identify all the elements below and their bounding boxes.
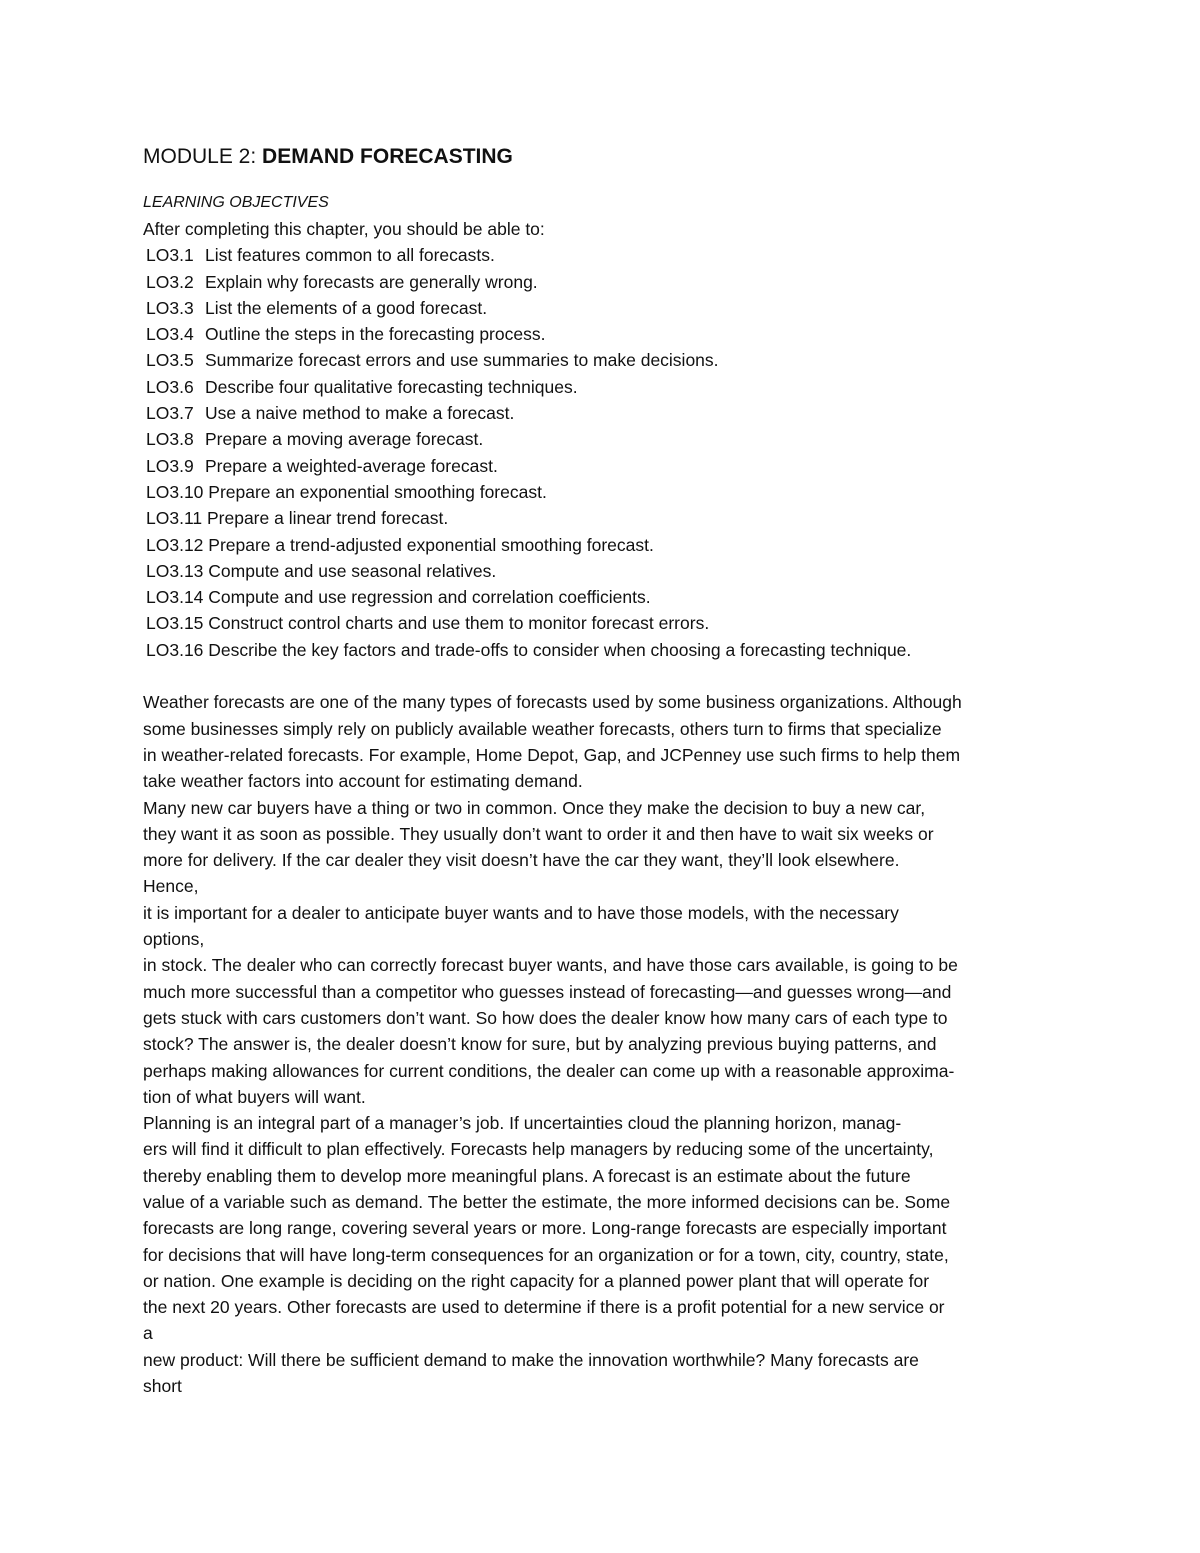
body-line: in stock. The dealer who can correctly forecast buyer wants, and have those cars available, is going to be	[143, 955, 958, 976]
objective-text: Outline the steps in the forecasting process.	[205, 324, 546, 345]
objective-text: Prepare a linear trend forecast.	[206, 508, 449, 529]
objective-code: LO3.13	[146, 560, 204, 581]
body-line: for decisions that will have long-term consequences for an organization or for a town, city, country, state,	[143, 1244, 949, 1265]
body-line: a	[143, 1323, 153, 1344]
objective-code: LO3.6	[146, 376, 194, 397]
objective-text: List features common to all forecasts.	[205, 245, 495, 266]
objective-text: Describe four qualitative forecasting techniques.	[205, 376, 578, 397]
body-line: it is important for a dealer to anticipate buyer wants and to have those models, with the necessary	[143, 902, 899, 923]
body-line: Planning is an integral part of a manager’s job. If uncertainties cloud the planning horizon, manag-	[143, 1113, 902, 1134]
objective-item	[143, 242, 1073, 268]
title-prefix: MODULE 2:	[143, 145, 263, 168]
objective-item	[143, 505, 1073, 531]
objective-code: LO3.12	[146, 534, 204, 555]
objective-code: LO3.2	[146, 271, 194, 292]
objective-code: LO3.5	[146, 350, 194, 371]
objective-item	[143, 584, 1073, 610]
objective-text: Summarize forecast errors and use summaries to make decisions.	[205, 350, 719, 371]
body-line: forecasts are long range, covering several years or more. Long-range forecasts are especially important	[143, 1218, 947, 1239]
objectives-items	[143, 242, 1073, 663]
title-main: DEMAND FORECASTING	[262, 145, 513, 168]
body-line: in weather-related forecasts. For example, Home Depot, Gap, and JCPenney use such firms to help them	[143, 744, 961, 765]
objective-code: LO3.4	[146, 324, 194, 345]
document-page	[143, 140, 1073, 1399]
objective-item	[143, 637, 1073, 663]
objective-text: Explain why forecasts are generally wrong.	[205, 271, 538, 292]
objective-item	[143, 374, 1073, 400]
body-line: options,	[143, 929, 205, 950]
body-line: Weather forecasts are one of the many types of forecasts used by some business organizations. Although	[143, 692, 962, 713]
objective-item	[143, 347, 1073, 373]
objective-item	[143, 453, 1073, 479]
body-line: they want it as soon as possible. They usually don’t want to order it and then have to wait six weeks or	[143, 823, 934, 844]
objective-text: Construct control charts and use them to monitor forecast errors.	[208, 613, 710, 634]
body-line: perhaps making allowances for current conditions, the dealer can come up with a reasonable approxima-	[143, 1060, 955, 1081]
objective-text: Prepare a trend-adjusted exponential smoothing forecast.	[208, 534, 654, 555]
objective-text: Prepare a weighted-average forecast.	[205, 455, 498, 476]
objective-item	[143, 321, 1073, 347]
body-line: ers will find it difficult to plan effectively. Forecasts help managers by reducing some of the uncertainty,	[143, 1139, 934, 1160]
objective-text: Use a naive method to make a forecast.	[205, 403, 515, 424]
body-line: Many new car buyers have a thing or two in common. Once they make the decision to buy a new car,	[143, 797, 926, 818]
objective-item	[143, 479, 1073, 505]
objective-text: Compute and use regression and correlation coefficients.	[208, 587, 651, 608]
objectives-list	[143, 216, 1073, 663]
body-line: value of a variable such as demand. The better the estimate, the more informed decisions can be. Some	[143, 1191, 951, 1212]
body-line: gets stuck with cars customers don’t want. So how does the dealer know how many cars of each type to	[143, 1007, 948, 1028]
objective-code: LO3.7	[146, 403, 194, 424]
objective-code: LO3.11	[146, 508, 203, 529]
objective-code: LO3.14	[146, 587, 204, 608]
objective-code: LO3.16	[146, 639, 204, 660]
body-line: Hence,	[143, 876, 199, 897]
objective-code: LO3.1	[146, 245, 194, 266]
body-line: more for delivery. If the car dealer they visit doesn’t have the car they want, they’ll look elsewhere.	[143, 850, 900, 871]
objective-code: LO3.10	[146, 481, 204, 502]
objective-item	[143, 269, 1073, 295]
body-line: take weather factors into account for estimating demand.	[143, 771, 583, 792]
objectives-intro: After completing this chapter, you should be able to:	[143, 219, 545, 239]
objective-text: Prepare an exponential smoothing forecast.	[208, 481, 547, 502]
objective-item	[143, 400, 1073, 426]
objective-text: Compute and use seasonal relatives.	[208, 560, 497, 581]
body-line: or nation. One example is deciding on the right capacity for a planned power plant that will operate for	[143, 1270, 930, 1291]
body-line: stock? The answer is, the dealer doesn’t know for sure, but by analyzing previous buying patterns, and	[143, 1034, 937, 1055]
body-text	[143, 689, 1073, 1399]
objective-text: Describe the key factors and trade-offs to consider when choosing a forecasting technique.	[208, 639, 912, 660]
document-title	[143, 140, 1073, 174]
objective-code: LO3.8	[146, 429, 194, 450]
body-line: much more successful than a competitor who guesses instead of forecasting—and guesses wrong—and	[143, 981, 952, 1002]
objective-item	[143, 610, 1073, 636]
objective-code: LO3.15	[146, 613, 204, 634]
objective-item	[143, 558, 1073, 584]
objective-item	[143, 426, 1073, 452]
body-line: some businesses simply rely on publicly available weather forecasts, others turn to firms that specialize	[143, 718, 942, 739]
body-line: short	[143, 1376, 182, 1397]
section-subtitle: LEARNING OBJECTIVES	[143, 194, 329, 211]
body-line: tion of what buyers will want.	[143, 1086, 366, 1107]
objective-item	[143, 295, 1073, 321]
body-line: new product: Will there be sufficient demand to make the innovation worthwhile? Many forecasts are	[143, 1349, 919, 1370]
objective-text: List the elements of a good forecast.	[205, 297, 488, 318]
paragraph-gap	[143, 663, 1073, 689]
objective-item	[143, 532, 1073, 558]
body-line: thereby enabling them to develop more meaningful plans. A forecast is an estimate about the future	[143, 1165, 911, 1186]
objective-text: Prepare a moving average forecast.	[205, 429, 484, 450]
objective-code: LO3.9	[146, 455, 194, 476]
objective-code: LO3.3	[146, 297, 194, 318]
body-line: the next 20 years. Other forecasts are used to determine if there is a profit potential for a new service or	[143, 1297, 945, 1318]
